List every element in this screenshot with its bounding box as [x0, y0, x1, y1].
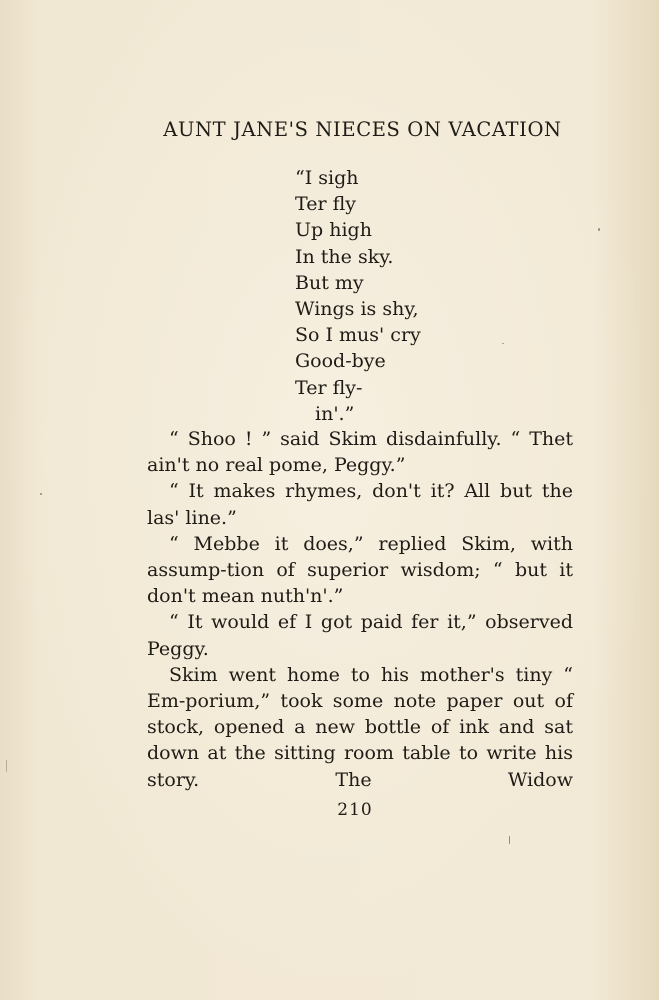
paper-speck — [598, 228, 600, 231]
poem-line: So I mus' cry — [295, 324, 421, 347]
poem-line: Up high — [295, 219, 372, 242]
paper-speck — [502, 343, 504, 344]
page-number: 210 — [337, 800, 373, 820]
poem-line: But my — [295, 271, 364, 294]
paper-speck — [40, 493, 42, 495]
paper-speck — [6, 760, 7, 772]
poem-line: Good-bye — [295, 350, 386, 373]
poem-line: Ter fly- — [295, 376, 363, 399]
poem-line: Wings is shy, — [295, 298, 419, 321]
poem-line: “I sigh — [295, 167, 359, 189]
paragraph: “ It makes rhymes, don't it? All but the las' line.” — [147, 480, 573, 529]
poem — [295, 165, 421, 427]
body-text — [147, 426, 573, 793]
paragraph: Skim went home to his mother's tiny “ Em-porium,” took some note paper out of stock, opened a new bottle of ink and sat down at the sitting room table to write his story. The Widow — [147, 663, 573, 791]
poem-line: Ter fly — [295, 193, 356, 216]
paper-speck — [509, 836, 510, 844]
poem-line: in'.” — [315, 402, 355, 425]
paragraph: “ It would ef I got paid fer it,” observed Peggy. — [147, 611, 573, 660]
paragraph: “ Shoo ! ” said Skim disdainfully. “ Thet ain't no real pome, Peggy.” — [147, 428, 573, 477]
paragraph: “ Mebbe it does,” replied Skim, with assump-tion of superior wisdom; “ but it don't mean nuth'n'.” — [147, 532, 573, 608]
running-head: AUNT JANE'S NIECES ON VACATION — [163, 118, 562, 141]
poem-line: In the sky. — [295, 245, 394, 268]
